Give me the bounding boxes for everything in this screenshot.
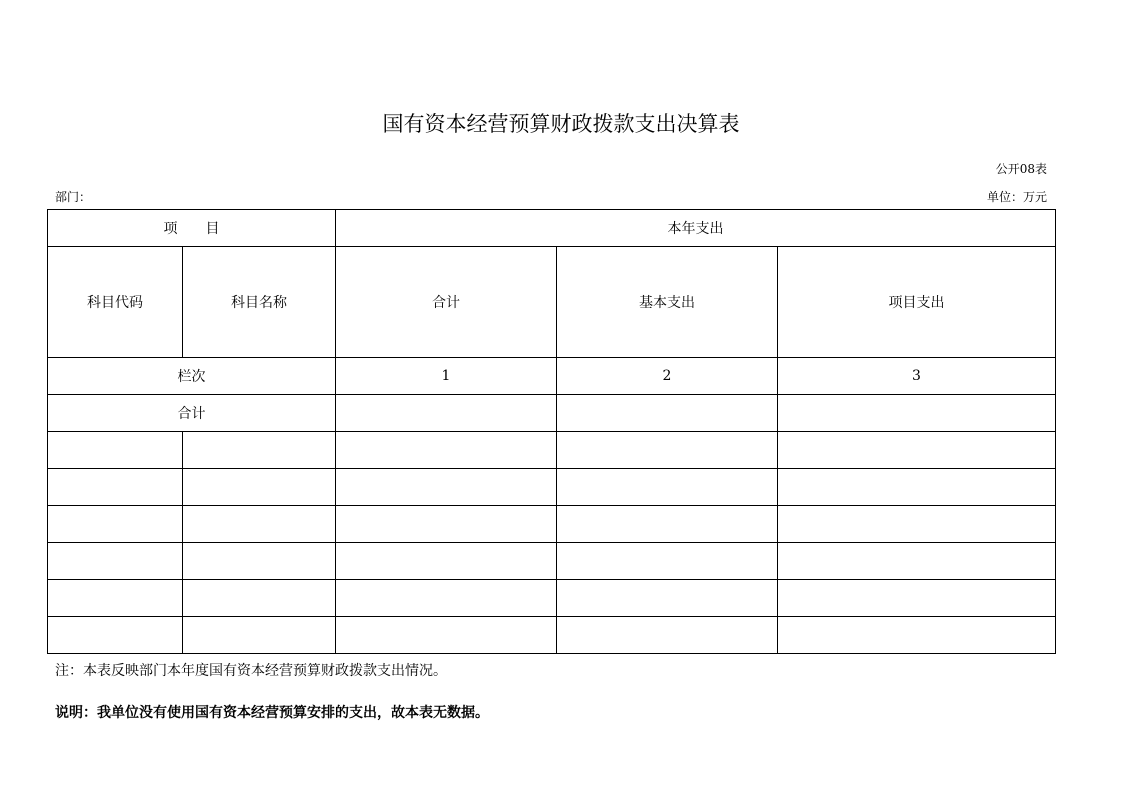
- table-cell: [48, 432, 183, 469]
- col-subject-code: 科目代码: [48, 247, 183, 358]
- table-cell: [336, 506, 557, 543]
- table-cell: [183, 543, 336, 580]
- table-cell: [183, 506, 336, 543]
- index-1: 1: [336, 358, 557, 395]
- col-total: 合计: [336, 247, 557, 358]
- table-subheader-row: [48, 247, 1056, 358]
- department-label: 部门：: [55, 190, 92, 204]
- table-row: [48, 432, 1056, 469]
- table-row: [48, 617, 1056, 654]
- table-cell: [336, 580, 557, 617]
- table-cell: [48, 506, 183, 543]
- table-cell: [778, 469, 1056, 506]
- table-cell: [183, 432, 336, 469]
- expenditure-table: [47, 209, 1056, 654]
- table-row: [48, 506, 1056, 543]
- row-total-label: 合计: [48, 395, 336, 432]
- explanation-text: 说明：我单位没有使用国有资本经营预算安排的支出，故本表无数据。: [55, 705, 489, 721]
- table-cell: [183, 469, 336, 506]
- table-row: [48, 469, 1056, 506]
- table-cell: [557, 543, 778, 580]
- table-cell: [48, 469, 183, 506]
- index-3: 3: [778, 358, 1056, 395]
- table-cell: [778, 432, 1056, 469]
- table-header-row: [48, 210, 1056, 247]
- table-cell: [557, 432, 778, 469]
- col-subject-name: 科目名称: [183, 247, 336, 358]
- table-cell: [778, 506, 1056, 543]
- table-cell: [336, 469, 557, 506]
- form-number: 公开08表: [995, 162, 1047, 176]
- table-cell: [183, 617, 336, 654]
- table-cell: [336, 432, 557, 469]
- table-total-row: [48, 395, 1056, 432]
- table-note: 注：本表反映部门本年度国有资本经营预算财政拨款支出情况。: [55, 663, 447, 679]
- header-item: 项 目: [48, 210, 336, 247]
- table-index-row: [48, 358, 1056, 395]
- table-cell: [336, 543, 557, 580]
- table-cell: [778, 617, 1056, 654]
- row-index-label: 栏次: [48, 358, 336, 395]
- table-cell: [557, 506, 778, 543]
- table-cell: [778, 543, 1056, 580]
- table-cell: [48, 580, 183, 617]
- table-cell: [557, 617, 778, 654]
- table-row: [48, 580, 1056, 617]
- table-cell: [48, 543, 183, 580]
- table-cell: [557, 469, 778, 506]
- col-project-expenditure: 项目支出: [778, 247, 1056, 358]
- table-cell: [336, 617, 557, 654]
- table-cell: [183, 580, 336, 617]
- page-title: 国有资本经营预算财政拨款支出决算表: [382, 112, 740, 136]
- table-row: [48, 543, 1056, 580]
- index-2: 2: [557, 358, 778, 395]
- table-cell: [48, 617, 183, 654]
- table-cell: [336, 395, 557, 432]
- table-cell: [557, 580, 778, 617]
- header-current-year: 本年支出: [336, 210, 1056, 247]
- table-cell: [557, 395, 778, 432]
- col-basic-expenditure: 基本支出: [557, 247, 778, 358]
- unit-label: 单位：万元: [986, 190, 1047, 204]
- table-cell: [778, 580, 1056, 617]
- table-cell: [778, 395, 1056, 432]
